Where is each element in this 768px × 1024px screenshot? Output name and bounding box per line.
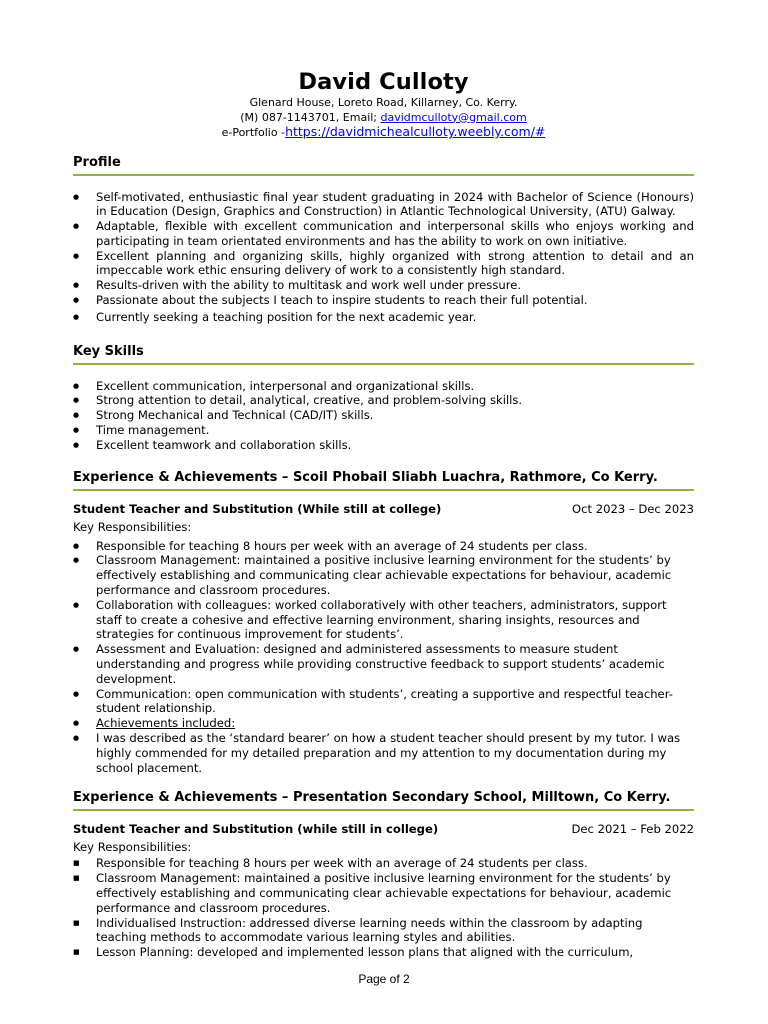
achievements-label: ● Achievements included: — [73, 716, 694, 731]
profile-list — [73, 190, 694, 325]
list-item: ● Collaboration with colleagues: worked collaboratively with other teachers, administrators, support staff to create a cohesive and effective learning environment, sharing insights, resources and strategies for continuous improvement for students’. — [73, 598, 694, 642]
role-title: Student Teacher and Substitution (while still in college) — [73, 822, 439, 837]
section-title-key-skills: Key Skills — [73, 344, 694, 365]
section-title-experience-2: Experience & Achievements – Presentation Secondary School, Milltown, Co Kerry. — [73, 790, 694, 811]
phone-email-line — [73, 111, 694, 126]
list-item: ● Strong Mechanical and Technical (CAD/IT) skills. — [73, 408, 694, 423]
list-item: ● Adaptable, flexible with excellent communication and interpersonal skills who enjoys working and participating in team orientated environments and has the ability to work on own initiative. — [73, 219, 694, 249]
list-item: ● Self-motivated, enthusiastic final year student graduating in 2024 with Bachelor of Science (Honours) in Education (Design, Graphics and Construction) in Atlantic Technological University, (ATU) Galway. — [73, 190, 694, 220]
section-title-experience-1: Experience & Achievements – Scoil Phobail Sliabh Luachra, Rathmore, Co Kerry. — [73, 470, 694, 491]
responsibilities-label: Key Responsibilities: — [73, 519, 192, 534]
phone-text: (M) 087-1143701, Email; — [240, 110, 381, 124]
section-title-profile: Profile — [73, 155, 694, 176]
list-item: ● Currently seeking a teaching position for the next academic year. — [73, 310, 694, 325]
role-row — [73, 502, 694, 517]
list-item: ■ Lesson Planning: developed and implemented lesson plans that aligned with the curriculum, — [73, 945, 694, 960]
role-dates: Oct 2023 – Dec 2023 — [571, 501, 694, 516]
list-item: ● Time management. — [73, 423, 694, 438]
list-item: ■ Classroom Management: maintained a positive inclusive learning environment for the students’ by effectively establishing and communicating clear achievable expectations for behaviour, academic performance and classroom procedures. — [73, 871, 694, 915]
responsibilities-label: Key Responsibilities: — [73, 840, 192, 855]
address-line: Glenard House, Loreto Road, Killarney, Co. Kerry. — [249, 96, 518, 109]
contact-block — [73, 96, 694, 141]
list-item: ● I was described as the ‘standard bearer’ on how a student teacher should present by my tutor. I was highly commended for my detailed preparation and my attention to my documentation during my school placement. — [73, 731, 694, 775]
role-row — [73, 822, 694, 837]
email-link[interactable]: davidmculloty@gmail.com — [380, 110, 527, 124]
role-title: Student Teacher and Substitution (While still at college) — [73, 501, 442, 516]
list-item: ● Assessment and Evaluation: designed and administered assessments to measure student understanding and progress while providing constructive feedback to support students’ academic development. — [73, 642, 694, 686]
portfolio-prefix: e-Portfolio - — [221, 126, 286, 139]
list-item: ● Excellent planning and organizing skills, highly organized with strong attention to detail and an impeccable work ethic ensuring delivery of work to a consistently high standard. — [73, 249, 694, 279]
list-item: ● Strong attention to detail, analytical, creative, and problem-solving skills. — [73, 393, 694, 408]
role-dates: Dec 2021 – Feb 2022 — [571, 822, 694, 837]
page-number: Page of 2 — [358, 972, 410, 986]
portfolio-line — [73, 125, 694, 141]
responsibilities-list — [73, 539, 694, 776]
list-item: ● Passionate about the subjects I teach to inspire students to reach their full potential. — [73, 293, 694, 308]
list-item: ● Communication: open communication with students’, creating a supportive and respectful teacher-student relationship. — [73, 687, 694, 717]
list-item: ● Classroom Management: maintained a positive inclusive learning environment for the students’ by effectively establishing and communicating clear achievable expectations for behaviour, academic performance and classroom procedures. — [73, 553, 694, 597]
list-item: ● Excellent teamwork and collaboration skills. — [73, 438, 694, 453]
candidate-name: David Culloty — [298, 69, 469, 95]
list-item: ■ Individualised Instruction: addressed diverse learning needs within the classroom by adapting teaching methods to accommodate various learning styles and abilities. — [73, 916, 694, 946]
list-item: ■ Responsible for teaching 8 hours per week with an average of 24 students per class. — [73, 856, 694, 871]
list-item: ● Results-driven with the ability to multitask and work well under pressure. — [73, 278, 694, 293]
list-item: ● Excellent communication, interpersonal and organizational skills. — [73, 379, 694, 394]
skills-list — [73, 379, 694, 453]
resume-page — [73, 68, 694, 960]
list-item: ● Responsible for teaching 8 hours per week with an average of 24 students per class. — [73, 539, 694, 554]
portfolio-link[interactable]: https://davidmichealculloty.weebly.com/# — [285, 124, 546, 139]
responsibilities-list — [73, 856, 694, 960]
